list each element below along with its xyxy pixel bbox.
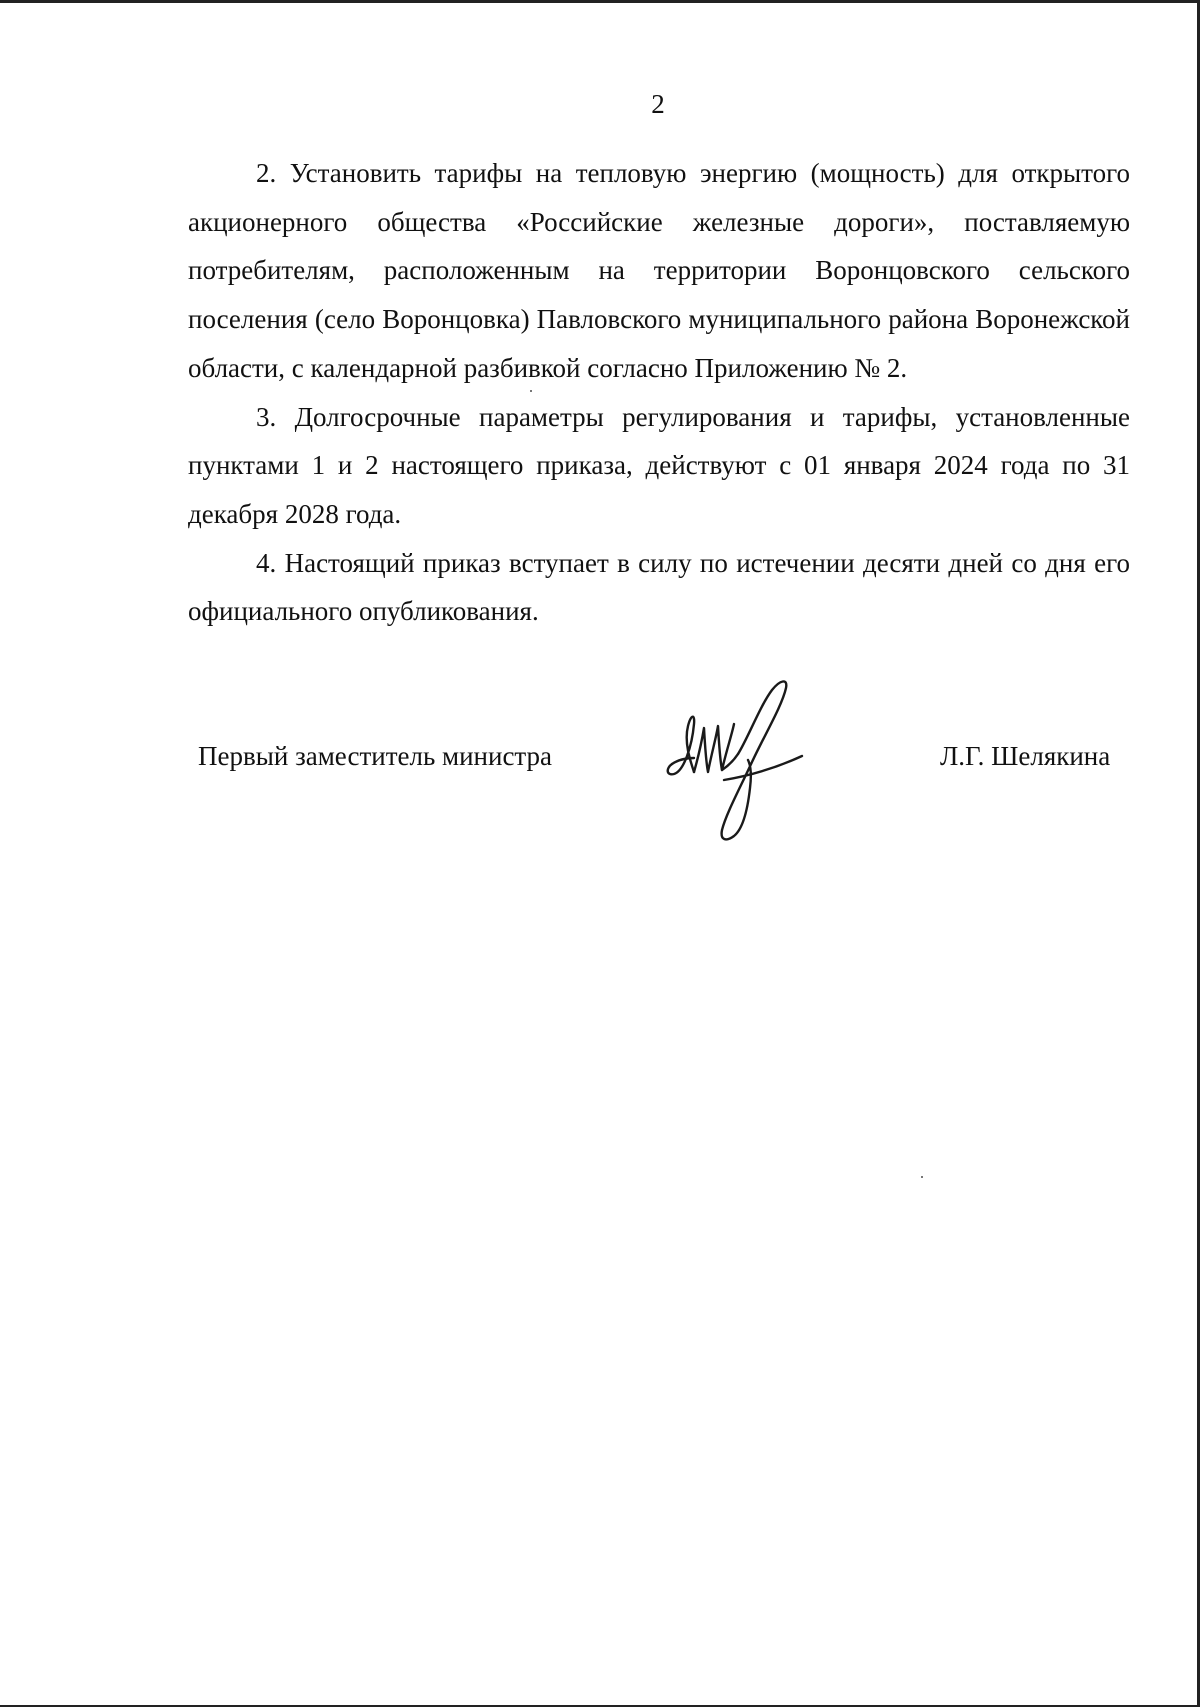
signatory-position: Первый заместитель министра <box>198 741 553 771</box>
handwritten-signature <box>664 676 854 846</box>
scan-speck <box>921 1176 923 1178</box>
page-number: 2 <box>651 89 665 119</box>
paragraph-4: 4. Настоящий приказ вступает в силу по истечении десяти дней со дня его официального опубликования. <box>188 547 1130 627</box>
paragraph-3: 3. Долгосрочные параметры регулирования и тарифы, установленные пунктами 1 и 2 настоящего приказа, действуют с 01 января 2024 года по 31 декабря 2028 года. <box>188 401 1130 529</box>
signatory-name: Л.Г. Шелякина <box>940 741 1111 771</box>
paragraph-2: 2. Установить тарифы на тепловую энергию (мощность) для открытого акционерного общества «Российские железные дороги», поставляемую потребителям, расположенным на территории Воронцовского сельского поселения (село Воронцовка) Павловского муниципального района Воронежской области, с календарной разбивкой согласно Приложению № 2. <box>188 158 1130 383</box>
scan-speck <box>530 390 532 392</box>
